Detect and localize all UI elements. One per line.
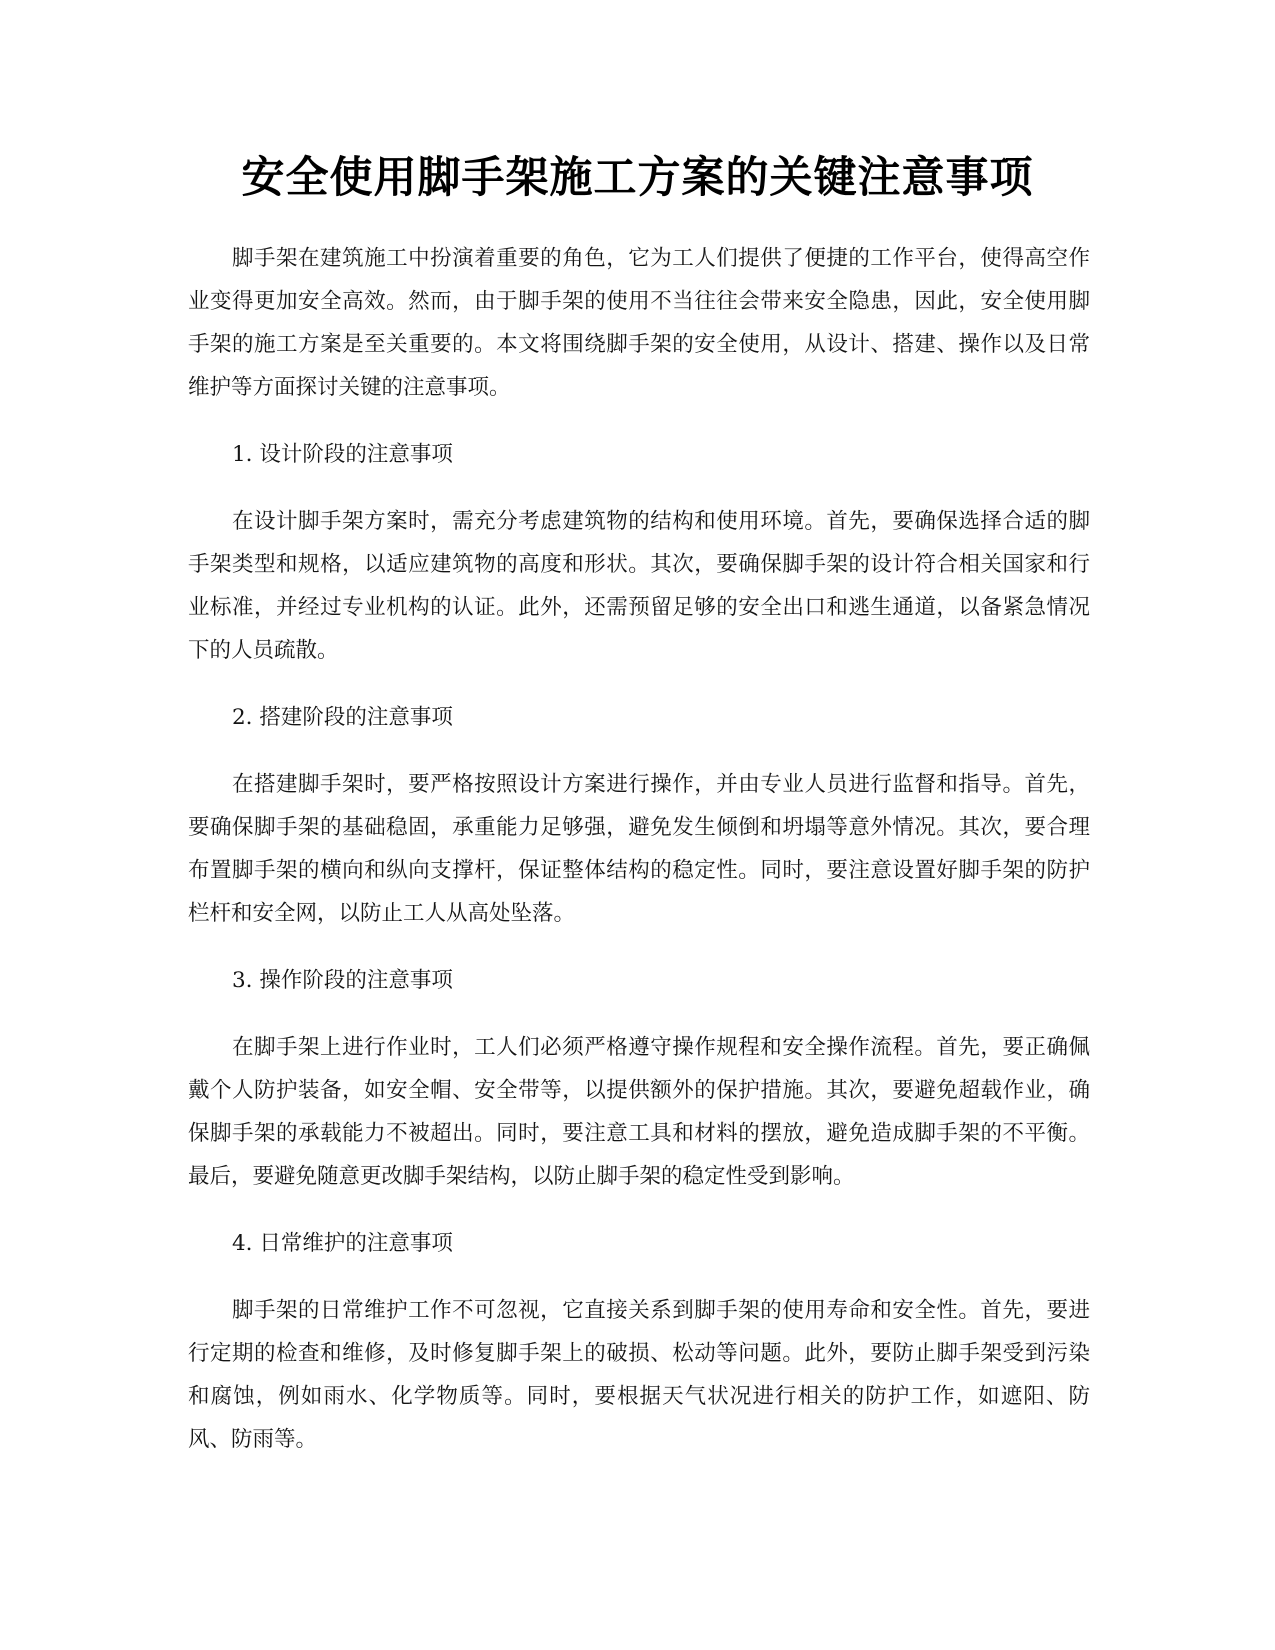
section-heading-operation: 3. 操作阶段的注意事项 — [232, 968, 453, 993]
section-paragraph-operation: 在脚手架上进行作业时，工人们必须严格遵守操作规程和安全操作流程。首先，要正确佩戴个人防护装备，如安全帽、安全带等，以提供额外的保护措施。其次，要避免超载作业，确保脚手架的承载能力不被超出。同时，要注意工具和材料的摆放，避免造成脚手架的不平衡。最后，要避免随意更改脚手架结构，以防止脚手架的稳定性受到影响。 — [188, 1035, 1090, 1189]
intro-paragraph: 脚手架在建筑施工中扮演着重要的角色，它为工人们提供了便捷的工作平台，使得高空作业变得更加安全高效。然而，由于脚手架的使用不当往往会带来安全隐患，因此，安全使用脚手架的施工方案是至关重要的。本文将围绕脚手架的安全使用，从设计、搭建、操作以及日常维护等方面探讨关键的注意事项。 — [188, 246, 1090, 400]
section-paragraph-design: 在设计脚手架方案时，需充分考虑建筑物的结构和使用环境。首先，要确保选择合适的脚手架类型和规格，以适应建筑物的高度和形状。其次，要确保脚手架的设计符合相关国家和行业标准，并经过专业机构的认证。此外，还需预留足够的安全出口和逃生通道，以备紧急情况下的人员疏散。 — [188, 509, 1090, 663]
section-paragraph-maintenance: 脚手架的日常维护工作不可忽视，它直接关系到脚手架的使用寿命和安全性。首先，要进行定期的检查和维修，及时修复脚手架上的破损、松动等问题。此外，要防止脚手架受到污染和腐蚀，例如雨水、化学物质等。同时，要根据天气状况进行相关的防护工作，如遮阳、防风、防雨等。 — [188, 1298, 1090, 1452]
section-paragraph-construction: 在搭建脚手架时，要严格按照设计方案进行操作，并由专业人员进行监督和指导。首先，要确保脚手架的基础稳固，承重能力足够强，避免发生倾倒和坍塌等意外情况。其次，要合理布置脚手架的横向和纵向支撑杆，保证整体结构的稳定性。同时，要注意设置好脚手架的防护栏杆和安全网，以防止工人从高处坠落。 — [188, 772, 1090, 926]
section-heading-construction: 2. 搭建阶段的注意事项 — [232, 705, 453, 730]
section-heading-design: 1. 设计阶段的注意事项 — [232, 442, 453, 467]
section-heading-maintenance: 4. 日常维护的注意事项 — [232, 1231, 453, 1256]
document-title: 安全使用脚手架施工方案的关键注意事项 — [241, 153, 1034, 203]
document-body — [188, 237, 1090, 1485]
